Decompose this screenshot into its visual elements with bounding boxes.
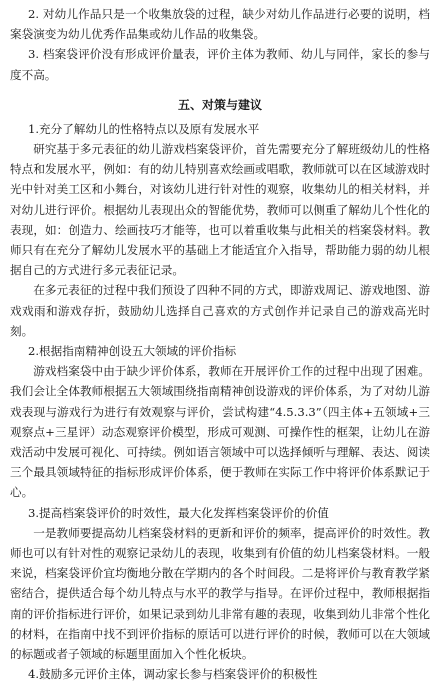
subsection-heading-4: 4.鼓励多元评价主体，调动家长参与档案袋评价的积极性 [27,667,318,682]
intro-item-2: 2. 对幼儿作品只是一个收集放袋的过程，缺少对幼儿作品进行必要的说明，档案袋演变为幼儿优秀作品集或幼儿作品的收集袋。 [10,7,430,42]
subsection-heading-1: 1.充分了解幼儿的性格特点以及原有发展水平 [27,121,260,136]
paragraph-1-1: 研究基于多元表征的幼儿游戏档案袋评价，首先需要充分了解班级幼儿的性格特点和发展水平，例如：有的幼儿特别喜欢绘画或唱歌，教师就可以在区域游戏时光中针对美工区和小舞台，对该幼儿进行针对性的观察，收集幼儿的相关材料，并对幼儿进行评价。根据幼儿表现出众的智能优势，教师可以侧重了解幼儿个性化的表现，如：创造力、绘画技巧才能等，也可以着重收集与此相关的档案袋材料。教师只有在充分了解幼儿发展水平的基础上才能适宜介入指导，帮助能力弱的幼儿根据自己的方式进行多元表征记录。 [10,142,430,278]
subsection-heading-3: 3.提高档案袋评价的时效性，最大化发挥档案袋评价的价值 [27,505,329,520]
intro-item-3: 3. 档案袋评价没有形成评价量表，评价主体为教师、幼儿与同伴，家长的参与度不高。 [10,47,430,82]
section-title: 五、对策与建议 [177,97,262,112]
document-page [10,4,430,685]
paragraph-1-2: 在多元表征的过程中我们预设了四种不同的方式，即游戏周记、游戏地图、游戏戏雨和游戏存折，鼓励幼儿选择自己喜欢的方式创作并记录自己的游戏高光时刻。 [10,283,430,338]
paragraph-3-1: 一是教师要提高幼儿档案袋材料的更新和评价的频率，提高评价的时效性。教师也可以有针对性的观察记录幼儿的表现，收集到有价值的幼儿档案袋材料。一般来说，档案袋评价宜均衡地分散在学期内的各个时间段。二是将评价与教育教学紧密结合，提供适合每个幼儿特点与水平的教学与指导。在评价过程中，教师根据指南的评价指标进行评价，如果记录到幼儿非常有趣的表现，收集到幼儿非常个性化的材料，在指南中找不到评价指标的原话可以进行评价的时候，教师可以在大领域的标题或者子领域的标题里面加入个性化板块。 [10,525,430,662]
subsection-heading-2: 2.根据指南精神创设五大领域的评价指标 [27,344,237,359]
paragraph-2-1: 游戏档案袋中由于缺少评价体系，教师在开展评价工作的过程中出现了困难。我们会让全体教师根据五大领域围绕指南精神创设游戏的评价体系，为了对幼儿游戏表现与游戏行为进行有效观察与评价，尝试构建“4.5.3.3”（四主体+五领域+三观察点+三星评）动态观察评价模型，形成可观测、可操作性的框架，让幼儿在游戏活动中发展可视化、可持续。例如语言领域中可以选择倾听与理解、表达、阅读三个最具领域特征的指标形成评价体系，便于教师在实际工作中将评价体系默记于心。 [10,364,430,500]
